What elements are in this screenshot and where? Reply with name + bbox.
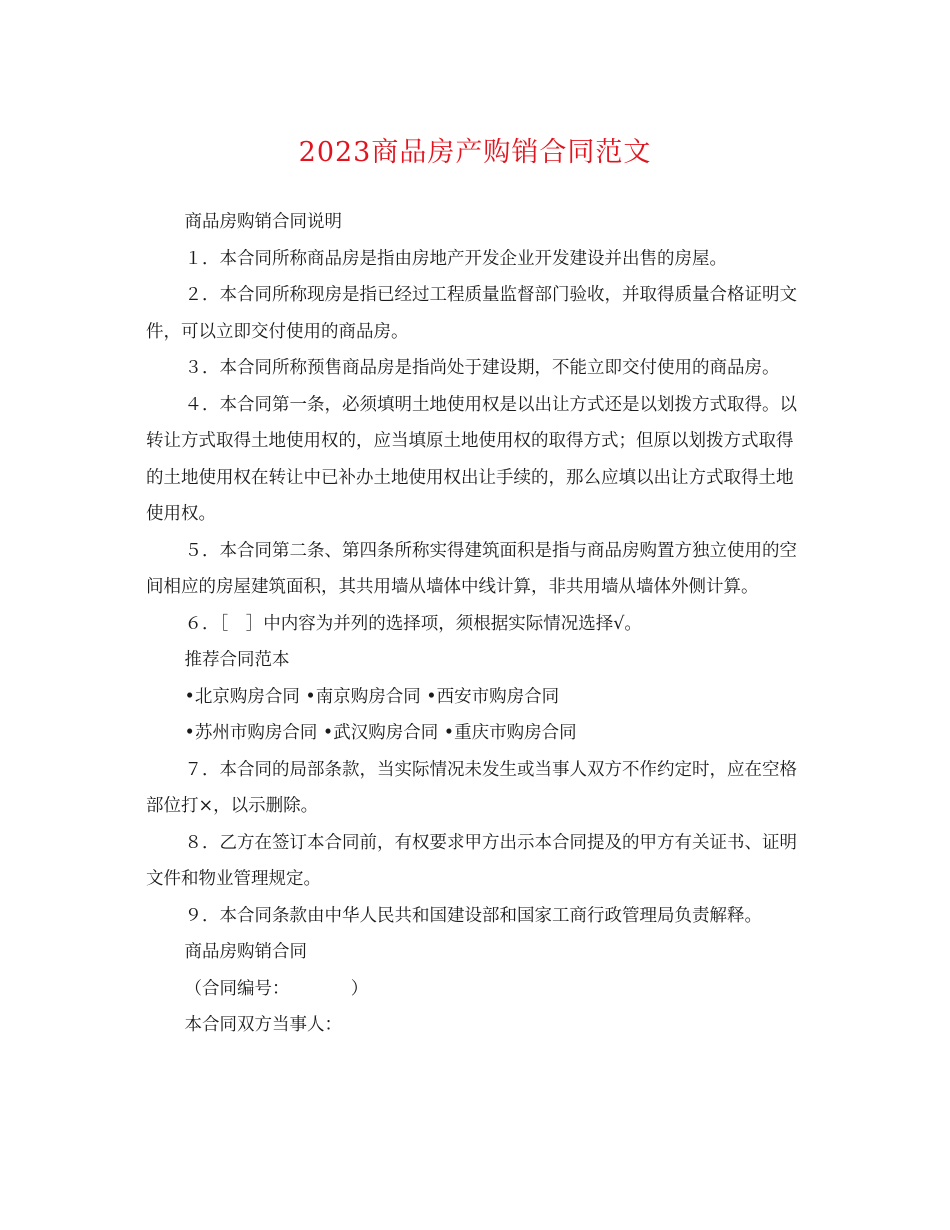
clause-3: ３．本合同所称预售商品房是指尚处于建设期，不能立即交付使用的商品房。: [184, 358, 780, 378]
clause-5: ５．本合同第二条、第四条所称实得建筑面积是指与商品房购置方独立使用的空间相应的房屋建筑面积，其共用墙从墙体中线计算，非共用墙从墙体外侧计算。: [146, 540, 797, 597]
clause-6: ６．［ ］中内容为并列的选择项，须根据实际情况选择√。: [184, 613, 642, 634]
clause-1: １．本合同所称商品房是指由房地产开发企业开发建设并出售的房屋。: [184, 248, 727, 269]
document-body: [146, 204, 806, 1044]
contract-number: （合同编号： ）: [184, 978, 369, 999]
clause-9: ９．本合同条款由中华人民共和国建设部和国家工商行政管理局负责解释。: [184, 905, 762, 926]
clause-8: ８．乙方在签订本合同前，有权要求甲方出示本合同提及的甲方有关证书、证明文件和物业管理规定。: [146, 832, 797, 889]
template-links-row-2[interactable]: •苏州市购房合同 •武汉购房合同 •重庆市购房合同: [184, 723, 577, 743]
parties-heading: 本合同双方当事人：: [184, 1015, 342, 1035]
template-links-row-1[interactable]: •北京购房合同 •南京购房合同 •西安市购房合同: [184, 686, 560, 707]
section-heading-explanation: 商品房购销合同说明: [184, 212, 342, 232]
clause-7: ７．本合同的局部条款，当实际情况未发生或当事人双方不作约定时，应在空格部位打×，以示删除。: [146, 759, 797, 816]
contract-title: 商品房购销合同: [184, 942, 307, 962]
clause-2: ２．本合同所称现房是指已经过工程质量监督部门验收，并取得质量合格证明文件，可以立即交付使用的商品房。: [146, 285, 797, 342]
document-title: 2023商品房产购销合同范文: [298, 137, 652, 168]
recommended-templates-heading: 推荐合同范本: [184, 650, 290, 670]
clause-4: ４．本合同第一条，必须填明土地使用权是以出让方式还是以划拨方式取得。以转让方式取得土地使用权的，应当填原土地使用权的取得方式；但原以划拨方式取得的土地使用权在转让中已补办土地使用权出让手续的，那么应填以出让方式取得土地使用权。: [146, 394, 797, 524]
